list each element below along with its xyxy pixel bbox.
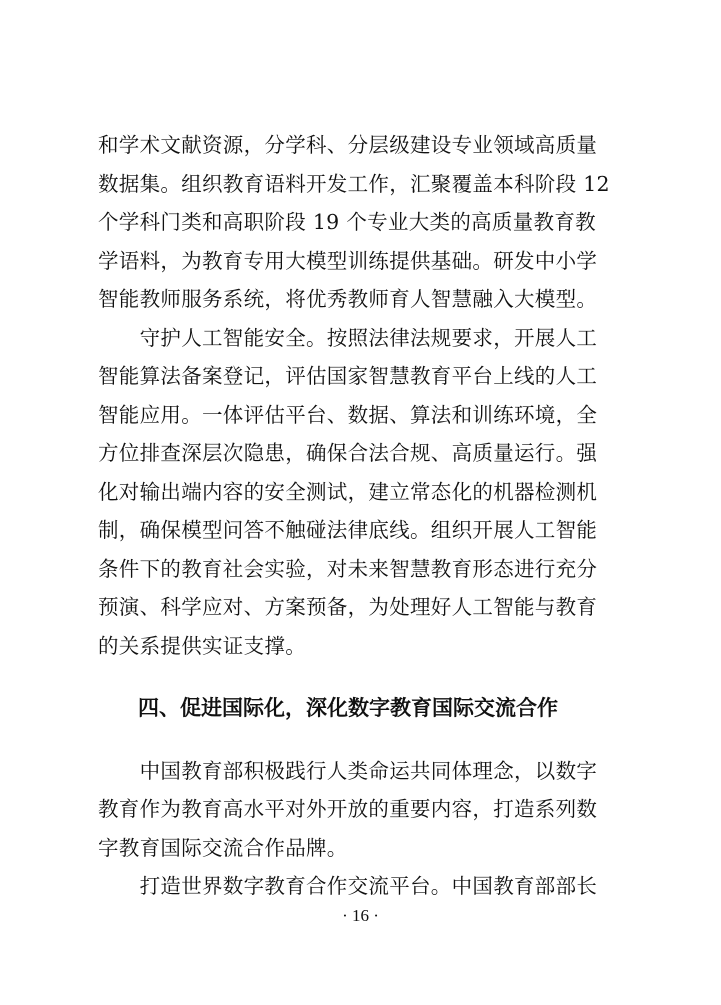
paragraph-line: 方位排查深层次隐患，确保合法合规、高质量运行。强 — [98, 441, 598, 465]
paragraph-1 — [98, 126, 618, 319]
paragraph-line: 智能教师服务系统，将优秀教师育人智慧融入大模型。 — [98, 287, 598, 311]
page-number: · 16 · — [342, 906, 379, 925]
paragraph-line: 教育作为教育高水平对外开放的重要内容，打造系列数 — [98, 797, 598, 821]
paragraph-line: 制，确保模型问答不触碰法律底线。组织开展人工智能 — [98, 518, 598, 542]
paragraph-2 — [98, 319, 618, 666]
paragraph-line: 智能算法备案登记，评估国家智慧教育平台上线的人工 — [98, 364, 598, 388]
section-heading: 四、促进国际化，深化数字教育国际交流合作 — [138, 696, 558, 720]
paragraph-line: 智能应用。一体评估平台、数据、算法和训练环境，全 — [98, 402, 598, 427]
paragraph-line: 学语料，为教育专用大模型训练提供基础。研发中小学 — [98, 248, 598, 273]
paragraph-line: 数据集。组织教育语料开发工作，汇聚覆盖本科阶段 12 — [98, 171, 610, 196]
paragraph-line: 个学科门类和高职阶段 19 个专业大类的高质量教育教 — [98, 210, 596, 234]
paragraph-line: 化对输出端内容的安全测试，建立常态化的机器检测机 — [98, 479, 598, 504]
paragraph-line: 中国教育部积极践行人类命运共同体理念，以数字 — [98, 758, 598, 783]
paragraph-line: 的关系提供实证支撑。 — [98, 633, 306, 658]
paragraph-line: 字教育国际交流合作品牌。 — [98, 835, 348, 860]
paragraph-3 — [98, 752, 618, 868]
paragraph-4 — [98, 867, 618, 906]
paragraph-line: 和学术文献资源，分学科、分层级建设专业领域高质量 — [98, 133, 598, 157]
paragraph-line: 打造世界数字教育合作交流平台。中国教育部部长 — [98, 874, 598, 898]
paragraph-line: 守护人工智能安全。按照法律法规要求，开展人工 — [98, 325, 598, 350]
page-content — [98, 126, 618, 906]
paragraph-line: 条件下的教育社会实验，对未来智慧教育形态进行充分 — [98, 556, 598, 581]
paragraph-line: 预演、科学应对、方案预备，为处理好人工智能与教育 — [98, 595, 598, 619]
